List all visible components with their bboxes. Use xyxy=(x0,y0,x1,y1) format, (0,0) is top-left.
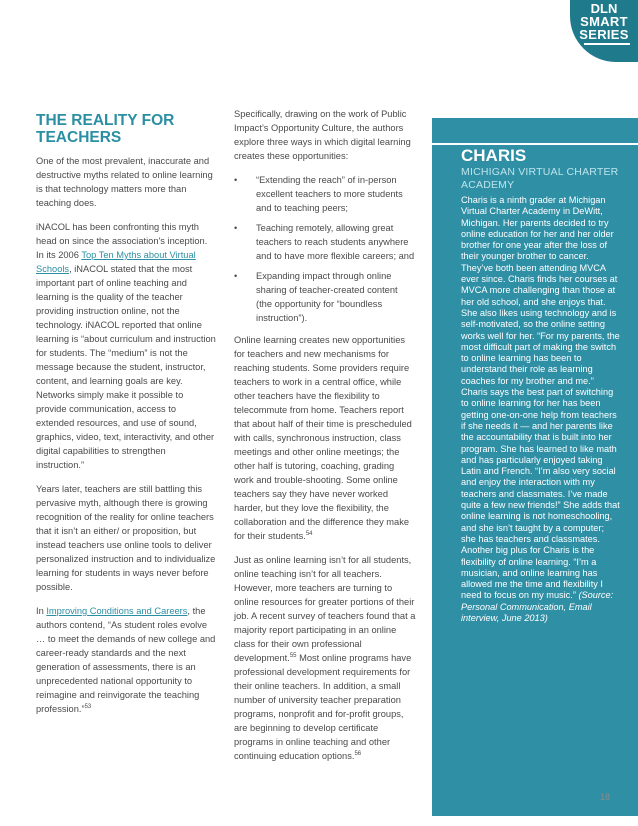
paragraph-2-text-a: iNACOL has been confronting this myth head on since the association's inception. In its 2006 xyxy=(36,222,208,260)
intro-paragraph: Specifically, drawing on the work of Public Impact’s Opportunity Culture, the authors explore three ways in which digital learning creates these opportunities: xyxy=(234,109,411,161)
sidebar-rule xyxy=(432,143,638,145)
paragraph-4-text-a: In xyxy=(36,606,47,616)
bullet-icon: • xyxy=(234,175,238,185)
paragraph-4-text-b: , the authors contend, “As student roles evolve … to meet the demands of new college and career-ready standards and the next generation of assessments, there is an unprecedented national opportunity to reimagine and reinvigorate the teaching profession.” xyxy=(36,606,216,714)
profile-name: CHARIS xyxy=(461,146,527,165)
badge-line-1: DLN xyxy=(590,1,618,16)
paragraph-online-teaching xyxy=(234,553,416,763)
paragraph-1: One of the most prevalent, inaccurate and destructive myths related to online learning is that technology matters more than teaching does. xyxy=(36,156,213,208)
paragraph-text: Online learning creates new opportunities for teachers and new mechanisms for reaching students. Some providers require teachers to work in a central office, while other teachers have the flexibility to telecommute from home. Teachers report that about half of their time is prescheduled with calls, synchronous instruction, class meetings and other online meetings; the other half is tutoring, coaching, grading work and trouble-shooting. Some online teachers say they have never worked harder, but they love the flexibility, the collaboration and the difference they make for their students. xyxy=(234,335,412,541)
profile-school: MICHIGAN VIRTUAL CHARTER ACADEMY xyxy=(461,166,619,191)
paragraph-2-text-b: , iNACOL stated that the most important part of online teaching and learning is the quality of the teacher providing instruction online, not the technology. iNACOL reported that online learning is “about curriculum and instruction for students. The “medium” is not the message because the student, instructor, content, and learning goals are key. Networks simply make it possible to provide communication, access to extended resources, and use of sound, graphics, video, text, interactivity, and other digital capabilities to strengthen instruction.” xyxy=(36,264,216,470)
opportunities-list xyxy=(234,173,416,325)
page-number: 18 xyxy=(600,792,611,802)
paragraph-text-b: Most online programs have professional development requirements for their online teachers. In addition, a small number of university teacher preparation programs, nonprofit and for-profit groups, are beginning to develop certificate programs in online teaching and other continuing education options. xyxy=(234,653,412,761)
badge-line-3: SERIES xyxy=(579,27,629,42)
profile-story xyxy=(461,195,621,624)
list-item-text: Expanding impact through online sharing of teacher-created content (the opportunity for “boundless instruction”). xyxy=(256,271,398,323)
paragraph-3: Years later, teachers are still battling this pervasive myth, although there is growing recognition of the reality for online teachers that it isn’t an either/ or proposition, but instead teachers use online tools to deliver personalized instruction and to individualize learning for students in ways never before possible. xyxy=(36,484,216,592)
bullet-icon: • xyxy=(234,271,238,281)
footnote-53: 53 xyxy=(84,703,92,710)
paragraph-2 xyxy=(36,220,216,472)
left-column xyxy=(36,112,216,726)
footnote-54: 54 xyxy=(305,530,313,537)
paragraph-4 xyxy=(36,604,216,716)
badge-rule xyxy=(584,43,630,45)
top-ten-myths-link[interactable]: Top Ten Myths about Virtual Schools xyxy=(36,250,196,274)
paragraph-text-a: Just as online learning isn’t for all students, online teaching isn’t for all teachers. However, more teachers are turning to online resources for greater portions of their job. A recent survey of teachers found that a majority report participating in an online class for their own professional development. xyxy=(234,555,416,663)
section-heading: THE REALITY FOR TEACHERS xyxy=(36,112,175,146)
list-item xyxy=(234,269,416,325)
badge-line-2: SMART xyxy=(580,14,628,29)
improving-conditions-link[interactable]: Improving Conditions and Careers xyxy=(46,606,188,616)
list-item xyxy=(234,221,416,263)
profile-citation: (Source: Personal Communication, Email interview, June 2013) xyxy=(461,590,614,623)
list-item-text: “Extending the reach” of in-person excellent teachers to more students and to teaching peers; xyxy=(256,175,403,213)
footnote-56: 56 xyxy=(354,750,362,757)
list-item xyxy=(234,173,416,215)
middle-column xyxy=(234,107,416,773)
profile-story-text: Charis is a ninth grader at Michigan Virtual Charter Academy in DeWitt, Michigan. Her parents decided to try online education for her and her older brother for one year after the loss of their younger brother to cancer. They’ve both been attending MVCA ever since. Charis finds her courses at MVCA more challenging than those at her old school, and she enjoys that. She also likes using technology and is self-motivated, so the online setting works well for her. “For my parents, the most difficult part of making the switch to online learning has been to understand their role as learning coaches for my brother and me.” Charis says the best part of switching to online learning for her has been getting one-on-one help from teachers if she needs it — and her parents like the accountability that is built into her program. She has learned to like math and has particularly enjoyed taking Latin and French. “I’m also very social and enjoy the interaction with my teachers and classmates. I’ve made quite a few new friends!” She adds that online learning is not homeschooling, and she isn’t taught by a computer; she has teachers and classmates. Another big plus for Charis is the flexibility of online learning. “I’m a musician, and online learning has allowed me the time and flexibility I need to focus on my music.” xyxy=(461,195,620,601)
paragraph-online-opportunities xyxy=(234,333,416,543)
dln-smart-series-badge xyxy=(570,0,638,62)
bullet-icon: • xyxy=(234,223,238,233)
list-item-text: Teaching remotely, allowing great teachers to reach students anywhere and to have more flexible careers; and xyxy=(256,223,415,261)
footnote-55: 55 xyxy=(289,652,297,659)
profile-sidebar-content xyxy=(461,146,621,624)
